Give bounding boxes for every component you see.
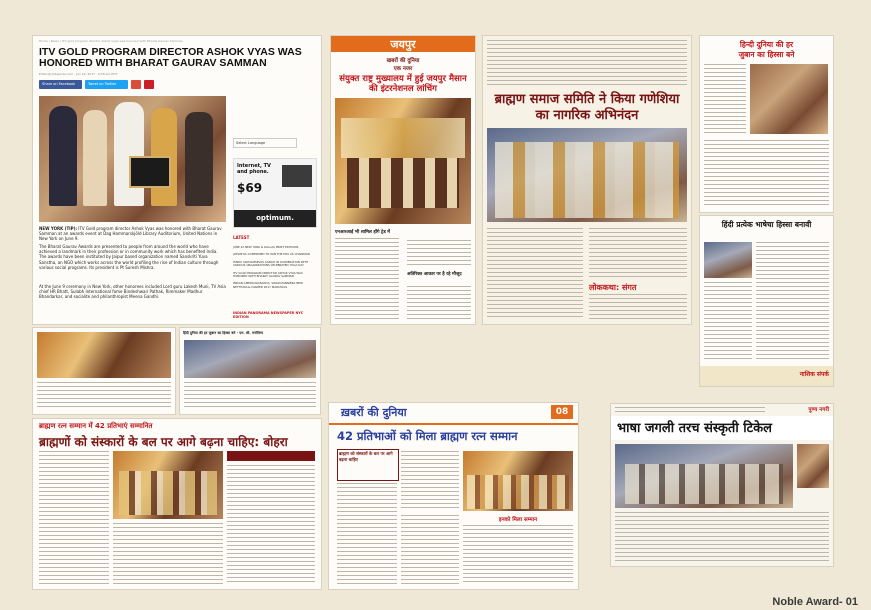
latest-item[interactable]: JOELINTIA CONFIRMED TO WIN THE MTA AS CHAIRMAN — [233, 252, 310, 257]
edition-label: INDIAN PANORAMA NEWSPAPER NYC EDITION — [233, 311, 304, 319]
event-photo — [37, 332, 171, 378]
column-text — [487, 228, 583, 320]
clipping-web-article — [33, 36, 321, 324]
column-text — [407, 240, 471, 268]
column-text — [184, 382, 316, 410]
world-headline-line2: जुबान का हिस्सा बने — [738, 50, 795, 59]
caption-lead: NEW YORK (TIP): — [39, 226, 78, 231]
share-pinterest-button[interactable] — [144, 80, 154, 89]
pullquote: ब्राह्मण को संस्कारों के बल पर आगे बढ़ना चाहिए — [339, 451, 393, 462]
world-headline-line1: हिन्दी दुनिया की हर — [739, 40, 794, 49]
samman-top-label: ब्राह्मण रत्न सम्मान में 42 प्रतिभाएं सम्मानित — [39, 422, 153, 430]
clipping-brahman-ratna-bohra — [33, 419, 321, 589]
column-text — [589, 228, 687, 280]
column-text — [704, 140, 829, 208]
clipping-jaipur-news — [331, 36, 475, 324]
section-heading: लोककथा: संगत — [589, 283, 637, 292]
jaipur-headline: संयुक्त राष्ट्र मुख्यालय में हुई जयपुर मैसान की इंटरनेशनल लांचिंग — [339, 74, 467, 94]
samaj-headline: ब्राह्मण समाज समिति ने किया गणेशिया का नागरिक अभिनंदन — [494, 92, 680, 123]
tagline-line1: खबरों की दुनिया — [386, 58, 420, 64]
latest-list — [233, 246, 317, 293]
sampark-label: नाशिक संपर्क — [799, 371, 829, 378]
column-text — [589, 294, 687, 320]
bohra-headline: ब्राह्मणों को संस्कारों के बल पर आगे बढ़ना चाहिए: बोहरा — [39, 435, 288, 449]
ceremony-stage-photo — [335, 98, 471, 224]
article-paragraph-1: The Bharat Gaurav Awards are presented to people from around the world who have achieved a landmark in their profession or in community work which has benefited India. The awards have been instituted by Jaipur based organization named Sanskriti Yuva Sanstha, an NGO which works across the world profiling the rise of Indian culture through various social programs. Its president is Pt Suresh Mishra. — [39, 244, 219, 270]
speaker-photo — [750, 64, 828, 134]
photo-caption — [39, 226, 226, 242]
latest-heading: LATEST — [233, 235, 250, 240]
sub-heading-2: अतिरिक्त आकार पर है रहे मौजूद — [407, 272, 462, 277]
awardees-group-photo — [463, 451, 573, 511]
ad-headline: Internet, TV and phone. — [237, 163, 271, 175]
clipping-brahman-samaj — [483, 36, 691, 324]
speaker-portrait — [797, 444, 829, 488]
page-number: 08 — [551, 405, 573, 419]
felicitation-photo — [487, 128, 687, 222]
lecture-photo — [615, 444, 793, 508]
column-text — [487, 40, 687, 88]
breadcrumb: Home / News / ITV gold program director Ashok Vyas was honored with Bharat Gaurav Samman — [39, 39, 184, 43]
column-text — [704, 64, 746, 134]
column-text — [113, 523, 223, 585]
ad-price: $69 — [237, 181, 263, 195]
dateline — [615, 407, 765, 413]
column-text — [401, 451, 459, 511]
clipping-marathi-bhasha — [611, 404, 833, 566]
clipping-small-left — [33, 328, 175, 414]
article-headline: ITV GOLD PROGRAM DIRECTOR ASHOK VYAS WAS HONORED WITH BHARAT GAURAV SAMMAN — [39, 46, 302, 69]
column-text — [407, 286, 471, 322]
ad-brand: optimum. — [234, 210, 316, 227]
tagline-line2: एक नजर — [393, 66, 413, 72]
column-text — [337, 483, 397, 585]
article-byline: Editor@indiapride.com · Jun 16, 2017 · 6:58 am EDT — [39, 72, 118, 76]
column-text — [227, 465, 315, 585]
latest-item[interactable]: INDIAN AMERICAN BAIDYA, SWAIN PANNIERA NEW NETTHAVALLI NAMED 2017 MARSHALS — [233, 281, 303, 289]
column-text — [463, 525, 573, 585]
column-text — [756, 242, 829, 360]
clipping-marathi-language — [700, 216, 833, 386]
share-twitter-button[interactable]: Tweet on Twitter — [85, 80, 128, 89]
column-text — [37, 382, 171, 410]
khabron-masthead: ख़बरों की दुनिया — [341, 406, 407, 419]
column-text — [615, 512, 829, 562]
clipping-small-right — [180, 328, 320, 414]
latest-item[interactable]: ITV GOLD PROGRAM DIRECTOR ASHOK VYAS WAS HONORED WITH BHARAT GAURAV SAMMAN — [233, 270, 303, 279]
article-paragraph-2: At the June 9 ceremony in New York, other honorees included Lord guru Lakesh Muni, TV Asia chief HR Bhatt, Sulabh International fame Bindeshwari Pathak, Rimmaker Madhur Bhandarkar, and socialite and philanthropist Meena Gandhi. — [39, 284, 226, 300]
optimum-ad[interactable] — [233, 158, 317, 228]
portrait-photo — [704, 242, 752, 278]
award-ceremony-photo — [39, 96, 226, 222]
share-facebook-button[interactable]: Share on Facebook — [39, 80, 82, 89]
latest-item[interactable]: HINDU SWAYAMSEVAK SANGH IN COOPERATION WITH VARIOUS ORGANIZATIONS CELEBRATED YOGA DAY — [233, 259, 309, 268]
jaipur-masthead: जयपुर — [390, 38, 416, 51]
noble-award-label: Noble Award- 01 — [772, 596, 858, 608]
column-text — [39, 451, 109, 585]
group-photo — [113, 451, 223, 519]
tv-icon — [282, 165, 312, 187]
caption-text: ITV Gold program director Ashok Vyas was honored with Bharat Gaurav Samman at an awards event at Dag Hammarskjöld Library Auditorium, United Nations in New York on June 9. — [39, 226, 222, 242]
column-text — [704, 282, 752, 360]
small-clip-title: हिंदी दुनिया की हर जुबान का हिस्सा बने · एम. सी. मनोविग्य — [183, 331, 264, 335]
share-google-button[interactable] — [131, 80, 141, 89]
latest-item[interactable]: JUNE 22 NEW YORK & DALLAS PRINT EDITIONS — [233, 245, 299, 249]
clipping-hindi-world — [700, 36, 833, 212]
clipping-khabron-ki-duniya — [329, 403, 578, 589]
bhasha-headline: भाषा जगली तरच संस्कृती टिकेल — [617, 421, 772, 436]
marathi-headline: हिंदी प्रत्येक भाषेचा हिस्सा बनावी — [721, 220, 812, 229]
panel-photo — [184, 340, 316, 378]
paper-name: पुण्य नगरी — [808, 407, 829, 413]
sub-heading-1: एनआरआई भी शामिल होंगे ट्रेड में — [335, 230, 390, 235]
photo-caption-label: इनको मिला सम्मान — [498, 517, 538, 523]
column-text — [335, 238, 399, 322]
select-language-dropdown[interactable]: Select Language — [233, 138, 297, 148]
pratibha-headline: 42 प्रतिभाओं को मिला ब्राह्मण रत्न सम्मान — [337, 429, 518, 443]
column-text — [401, 515, 459, 585]
